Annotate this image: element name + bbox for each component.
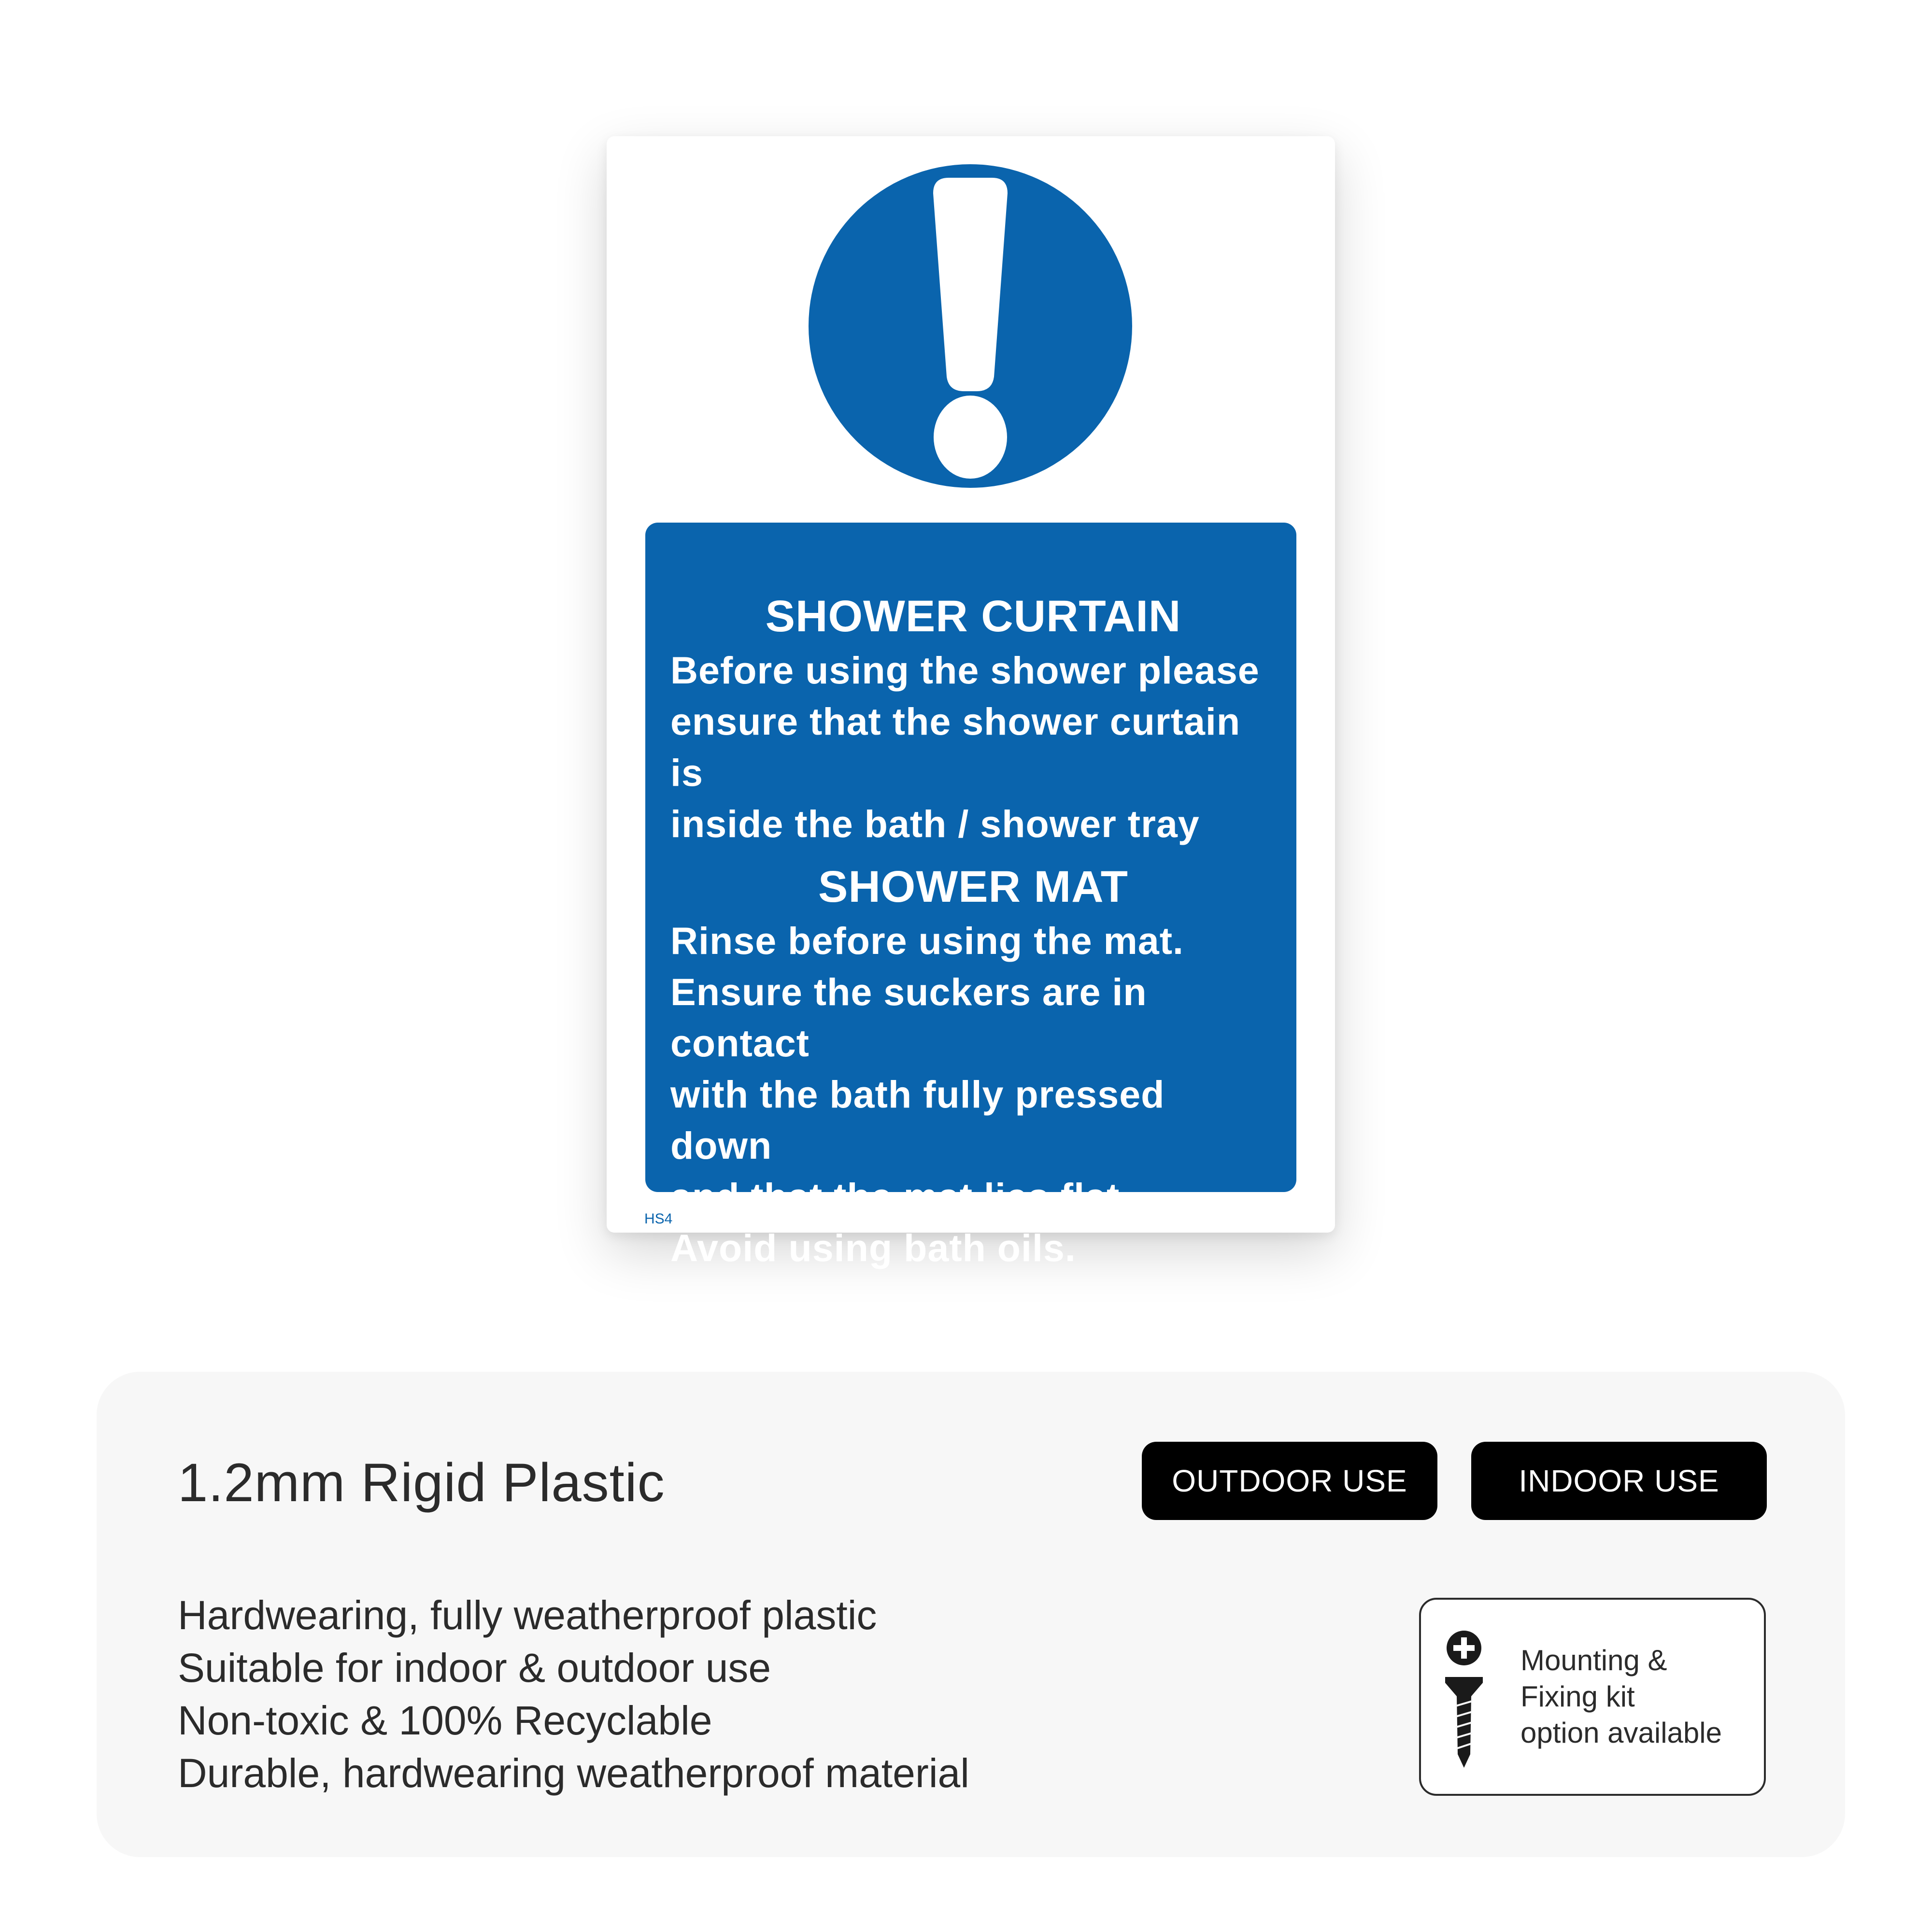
feature-item: Durable, hardwearing weatherproof material bbox=[178, 1750, 969, 1796]
outdoor-use-badge: OUTDOOR USE bbox=[1142, 1442, 1437, 1520]
shower-mat-instructions: Rinse before using the mat. Ensure the suckers are in contact with the bath fully pressed down and that the mat lies flat. Avoid using bath oils. bbox=[670, 919, 1184, 1269]
screw-icon bbox=[1442, 1629, 1486, 1769]
feature-item: Non-toxic & 100% Recyclable bbox=[178, 1698, 712, 1743]
exclamation-circle-icon bbox=[809, 164, 1132, 488]
shower-mat-heading: SHOWER MAT bbox=[818, 862, 1128, 911]
shower-curtain-instructions: Before using the shower please ensure that the shower curtain is inside the bath / shower tray bbox=[670, 649, 1260, 845]
fixing-kit-text: Mounting & Fixing kit option available bbox=[1520, 1644, 1722, 1749]
indoor-use-badge: INDOOR USE bbox=[1471, 1442, 1767, 1520]
sign-code: HS4 bbox=[644, 1211, 673, 1227]
shower-curtain-heading: SHOWER CURTAIN bbox=[765, 592, 1181, 641]
material-title: 1.2mm Rigid Plastic bbox=[178, 1452, 665, 1513]
fixing-kit-box bbox=[1419, 1598, 1766, 1796]
feature-item: Hardwearing, fully weatherproof plastic bbox=[178, 1592, 877, 1638]
feature-item: Suitable for indoor & outdoor use bbox=[178, 1645, 771, 1690]
product-info-card bbox=[97, 1372, 1845, 1857]
safety-sign bbox=[607, 136, 1335, 1269]
feature-list bbox=[178, 1589, 969, 1800]
